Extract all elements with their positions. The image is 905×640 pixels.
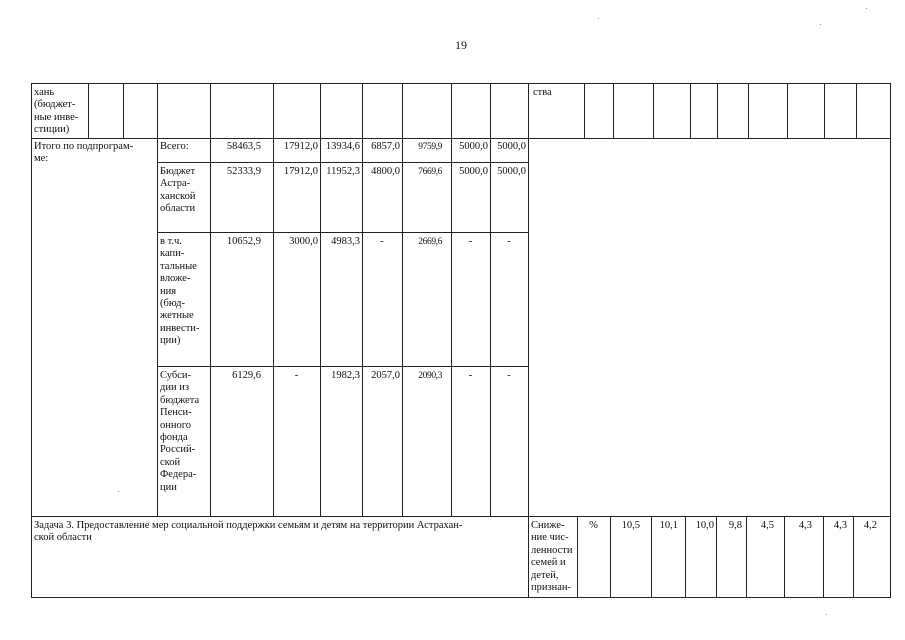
- vline: [690, 83, 691, 138]
- value-cell: 6129,6: [232, 370, 261, 381]
- value-cell: -: [294, 370, 299, 381]
- vline: [787, 83, 788, 138]
- rule-bottom: [31, 597, 891, 598]
- vline: [157, 83, 158, 517]
- value-cell: -: [380, 236, 384, 247]
- source-label: Всего:: [160, 141, 189, 152]
- rule-top: [31, 83, 891, 84]
- scan-speck: [598, 18, 599, 19]
- vline: [717, 83, 718, 138]
- value-cell: 4983,3: [331, 236, 360, 247]
- vline: [653, 83, 654, 138]
- rule-task3-top: [31, 516, 891, 517]
- vline: [88, 83, 89, 138]
- value-cell: 3000,0: [289, 236, 318, 247]
- value-cell: 17912,0: [283, 141, 318, 152]
- task3-value: 4,3: [833, 520, 847, 531]
- rule-budget-bottom: [157, 232, 528, 233]
- task3-value: 10,0: [695, 520, 714, 531]
- value-cell: 9759,9: [418, 142, 442, 152]
- vline: [613, 83, 614, 138]
- value-cell: -: [468, 370, 473, 381]
- value-cell: 52333,9: [226, 166, 261, 177]
- value-cell: -: [507, 236, 511, 247]
- vline-outer-right: [890, 83, 891, 597]
- value-cell: -: [468, 236, 473, 247]
- task3-value: 9,8: [728, 520, 742, 531]
- task3-value: 4,3: [798, 520, 812, 531]
- source-label: Бюджет Астра- ханской области: [160, 166, 196, 215]
- value-cell: 5000,0: [497, 141, 526, 152]
- value-cell: -: [507, 370, 511, 381]
- vline-outer-left: [31, 83, 32, 597]
- value-cell: 11952,3: [326, 166, 360, 177]
- vline: [584, 83, 585, 138]
- scan-speck: [866, 8, 867, 9]
- vline: [123, 83, 124, 138]
- value-cell: 2090,3: [418, 371, 442, 381]
- top-row-left-label: хань (бюджет- ные инве- стиции): [34, 87, 79, 136]
- value-cell: 13934,6: [325, 141, 360, 152]
- subprogram-total-label: Итого по подпрограм- ме:: [34, 141, 134, 165]
- value-cell: 10652,9: [226, 236, 261, 247]
- task3-value: 4,5: [760, 520, 774, 531]
- value-cell: 17912,0: [283, 166, 318, 177]
- source-label: в т.ч. капи- тальные вложе- ния (бюд- жетные инвести- ции): [160, 236, 200, 347]
- scan-speck: [118, 491, 119, 492]
- task3-value: 4,2: [863, 520, 877, 531]
- value-cell: 58463,5: [226, 141, 261, 152]
- scan-speck: [820, 24, 821, 25]
- task3-value: 10,1: [659, 520, 678, 531]
- rule-vsego-bottom: [157, 162, 528, 163]
- value-cell: 5000,0: [459, 141, 488, 152]
- value-cell: 2057,0: [371, 370, 400, 381]
- task3-indicator: Сниже- ние чис- ленности семей и детей, признан-: [531, 520, 573, 594]
- vline: [748, 83, 749, 138]
- task3-text: Задача 3. Предоставление мер социальной поддержки семьям и детям на территории Астрахан- ской области: [34, 520, 463, 544]
- value-cell: 1982,3: [331, 370, 360, 381]
- task3-value: 10,5: [621, 520, 640, 531]
- rule-row1-bottom-left: [31, 138, 528, 139]
- value-cell: 4800,0: [371, 166, 400, 177]
- vline: [528, 83, 529, 597]
- source-label: Субси- дии из бюджета Пенси- онного фонда Россий- ской Федера- ции: [160, 370, 200, 493]
- value-cell: 5000,0: [459, 166, 488, 177]
- top-row-right-label: ства: [533, 87, 552, 98]
- page-number: 19: [455, 38, 467, 52]
- rule-row1-bottom-right: [528, 138, 891, 139]
- value-cell: 2669,6: [418, 237, 442, 247]
- vline: [856, 83, 857, 138]
- vline: [824, 83, 825, 138]
- scan-speck: [826, 614, 827, 615]
- task3-unit: %: [589, 520, 598, 531]
- value-cell: 5000,0: [497, 166, 526, 177]
- rule-capital-bottom: [157, 366, 528, 367]
- value-cell: 6857,0: [371, 141, 400, 152]
- value-cell: 7669,6: [418, 167, 442, 177]
